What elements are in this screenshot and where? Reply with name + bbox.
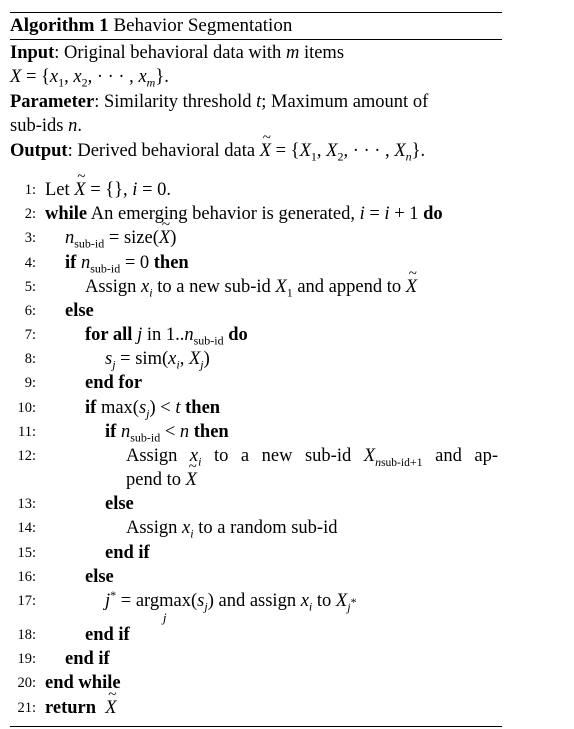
algorithm-title bbox=[10, 13, 502, 39]
line-number: 16: bbox=[17, 568, 36, 585]
step-13 bbox=[10, 492, 502, 516]
line-number: 1: bbox=[24, 181, 36, 198]
line-number: 2: bbox=[24, 206, 36, 223]
step-body: if $n_{sub-id} = 0$ then bbox=[65, 252, 189, 276]
step-8 bbox=[10, 347, 502, 371]
output-line: Output: Derived behavioral data ~ $X = \{X_1$, $X_2$, · · · , $X_n$}. bbox=[10, 139, 502, 163]
input-line bbox=[10, 41, 502, 65]
line-number: 8: bbox=[24, 351, 36, 368]
line-number: 3: bbox=[24, 230, 36, 247]
step-4 bbox=[10, 251, 502, 275]
line-number: 20: bbox=[17, 675, 36, 692]
step-16 bbox=[10, 565, 502, 589]
input-var: m bbox=[285, 43, 300, 63]
line-number: 15: bbox=[17, 544, 36, 561]
step-2 bbox=[10, 202, 502, 226]
line-number: 19: bbox=[17, 651, 36, 668]
step-1 bbox=[10, 178, 502, 202]
step-body: j* = argmax( j $s_j$) and assign $x_i$ to $X_{j^*}$ bbox=[105, 587, 357, 625]
step-body: if $n_{sub-id} < n$ then bbox=[105, 421, 229, 445]
step-18 bbox=[10, 623, 502, 647]
step-11 bbox=[10, 420, 502, 444]
step-body: Assign $x_i$ to a new sub-id $X_1$ and append to ~ X bbox=[85, 275, 417, 299]
step-body: while An emerging behavior is generated, i = i + 1 do bbox=[45, 204, 443, 225]
step-body: Assign $x_i$ to a new sub-id $X_{nsub-id+1}$ and ap- pend to ~ X bbox=[126, 444, 498, 492]
line-number: 9: bbox=[24, 375, 36, 392]
algorithm-block bbox=[10, 12, 502, 727]
line-number: 5: bbox=[24, 278, 36, 295]
line-number: 14: bbox=[17, 520, 36, 537]
parameter-line bbox=[10, 90, 502, 114]
line-number: 17: bbox=[17, 592, 36, 609]
line-number: 11: bbox=[18, 423, 36, 440]
input-text-2: items bbox=[299, 43, 345, 63]
line-number: 10: bbox=[17, 399, 36, 416]
step-body: else bbox=[65, 300, 94, 321]
step-body: else bbox=[85, 566, 114, 587]
step-body: Let ~ X = {}, i = 0. bbox=[45, 178, 171, 202]
step-body: for all j in $1..n_{sub-id}$ do bbox=[85, 325, 248, 348]
step-3 bbox=[10, 226, 502, 250]
step-9 bbox=[10, 371, 502, 395]
parameter-label: Parameter bbox=[10, 91, 95, 112]
step-body: $n_{sub-id}$ = size(~ X) bbox=[65, 226, 176, 250]
step-17 bbox=[10, 589, 502, 623]
algorithm-name: Behavior Segmentation bbox=[113, 15, 293, 36]
step-15 bbox=[10, 541, 502, 565]
algorithm-steps bbox=[10, 178, 502, 720]
output-text: : Derived behavioral data bbox=[67, 140, 260, 161]
step-7 bbox=[10, 323, 502, 347]
input-set-line: $X = \{x_1$, $x_2$, · · · , $x_m$}. bbox=[10, 67, 169, 91]
parameter-line-2: sub-ids n. bbox=[10, 116, 82, 137]
line-number: 21: bbox=[17, 699, 36, 716]
algorithm-label: Algorithm 1 bbox=[10, 15, 109, 36]
line-number: 6: bbox=[24, 302, 36, 319]
step-body: if $\max(s_j) < t$ then bbox=[85, 397, 221, 421]
step-body: end for bbox=[85, 373, 143, 394]
step-12 bbox=[10, 444, 502, 492]
bottom-rule bbox=[10, 726, 502, 727]
step-body: end while bbox=[45, 673, 121, 694]
step-body: Assign $x_i$ to a random sub-id bbox=[126, 518, 338, 542]
parameter-text-3: sub-ids bbox=[10, 116, 69, 137]
step-body: else bbox=[105, 494, 134, 515]
parameter-text-2: ; Maximum amount of bbox=[261, 91, 429, 112]
io-section bbox=[10, 40, 502, 163]
input-label: Input bbox=[10, 43, 55, 63]
step-14 bbox=[10, 516, 502, 540]
line-number: 7: bbox=[24, 327, 36, 344]
step-body: return ~ X bbox=[45, 696, 117, 720]
step-21 bbox=[10, 696, 502, 720]
output-label: Output bbox=[10, 140, 68, 161]
step-20 bbox=[10, 671, 502, 695]
input-text: : Original behavioral data with bbox=[54, 43, 286, 63]
step-body: end if bbox=[65, 649, 110, 670]
step-body: $s_j = sim(x_i$, $X_j$) bbox=[105, 349, 210, 372]
step-10 bbox=[10, 396, 502, 420]
parameter-text: : Similarity threshold bbox=[94, 91, 257, 112]
line-number: 12: bbox=[17, 448, 36, 465]
line-number: 18: bbox=[17, 626, 36, 643]
parameter-var-t: t bbox=[256, 91, 262, 112]
parameter-var-n: n bbox=[68, 116, 78, 137]
step-body: end if bbox=[85, 624, 130, 645]
line-number: 13: bbox=[17, 496, 36, 513]
step-19 bbox=[10, 647, 502, 671]
line-number: 4: bbox=[24, 254, 36, 271]
step-6 bbox=[10, 299, 502, 323]
step-body: end if bbox=[105, 542, 150, 563]
step-5 bbox=[10, 275, 502, 299]
